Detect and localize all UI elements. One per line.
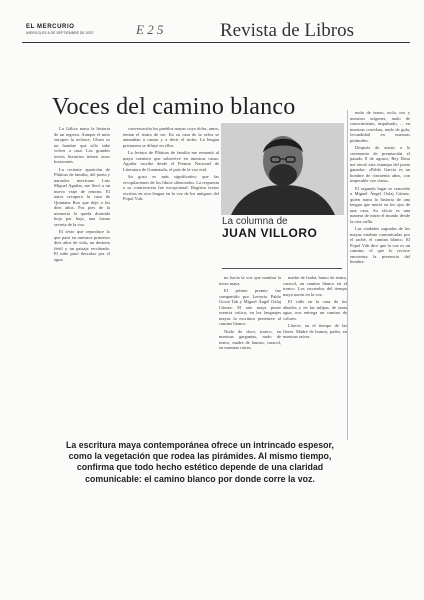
author-portrait-image [221, 123, 344, 215]
article-column-4 [283, 275, 347, 430]
paragraph: conversación los pueblos mayas cuyo dolor, amor, tenían el teatro de ser. En su casa de la selva se animaban a cantar y a decir el techo. La lengua prisionera se diluye en ellos. [123, 126, 219, 148]
newspaper-name: EL MERCURIO [26, 24, 75, 30]
paragraph: Las ciudades sagradas de los mayas estaban comunicadas por el sacbé, el camino blanco. El Popol Vuh dice que la voz es un camino; el que lo recorre encuentra la presencia del hombre. [350, 226, 410, 264]
paragraph: Su gozo es más significativo que las recopilaciones de los libros silenciados. La respuesta a su controversia fue excepcional. Registra textos escritos en otra lengua en la voz de los antiguos del Popol Vuh. [123, 174, 219, 201]
paragraph: El valle en la casa de los abuelos y en las milpas, de tanta agua, nos entrega un camino de colores. [283, 299, 347, 321]
section-title: Revista de Libros [220, 20, 355, 41]
paragraph: La Gálica narra la historia de un regreso. Aunque el mito europeo la rechace, Ulises es un hombre que sólo sabe volver a casa. Los grandes textos literarios tienen otros horizontes. [54, 126, 110, 164]
article-headline: Voces del camino blanco [52, 94, 296, 120]
byline-rule [222, 268, 342, 269]
pull-quote: La escritura maya contemporánea ofrece un intrincado espesor, como la vegetación que rodea las pirámides. Al mismo tiempo, confirma que todo hecho estético depende de una claridad comunicable: el camino blanco por donde corre la voz. [66, 440, 334, 484]
paragraph: El primer premio fue compartido por Leoncio Pablo Gocta Tah y Miguel Ángel Oxlaj Cúmez. El arte maya posee esencia crítica; en los lenguajes mayas la escritura pertenece al camino blanco. [219, 288, 281, 326]
masthead [20, 20, 410, 56]
issue-date: MIERCOLES 5 DE SEPTIEMBRE DE 2007 [26, 31, 94, 35]
paragraph: El texto que reproduce lo que pasó en nuestros primeros diez años de vida, un desierto fértil y un paisaje recobrado. El niño pasó descalzo por el agua. [54, 229, 110, 262]
article-column-1 [54, 126, 110, 431]
column-byline [222, 216, 342, 240]
paragraph: El segundo lugar se concedió a Miguel Ángel Oxlaj Cúmez, quien narra la historia de una lengua que murió en los ojos de una casa. Su oficio es una manera de mirar el mundo desde la otra orilla. [350, 185, 410, 224]
paragraph: Después de asistir a la ceremonia de premiación el pasado 8 de agosto, Rey Rosa me envió esta estampa del poeta ganador: «Pablo García es un hombre de cincuenta años, con impecable voz clara». [350, 145, 410, 183]
column-author: JUAN VILLORO [222, 226, 318, 240]
article-column-5 [350, 110, 410, 435]
paragraph: Llueve, en el tiempo de las flores. Madre de humos, padre, en nuestras raíces. [283, 323, 347, 339]
article-column-3 [219, 275, 281, 430]
handwritten-page-mark: E 2 5 [136, 22, 164, 37]
paragraph: madre de Ixabá, humo de teatro, caracol, un camino blanco en el tronco. Los recuerdos del tiempo maya nacen en la voz. [283, 275, 347, 297]
paragraph: nudo de teatro, tecla, oro y nuestros orígenes, nudo de conocimiento, impulsado, ... en nuestras cosechas, nudo de gula, fecundidad en nuestras pirámides. [350, 110, 410, 143]
paragraph: no hacía la voz que nombra la tierra maya. [219, 275, 281, 286]
column-kicker: La columna de [222, 216, 288, 227]
column-divider [347, 110, 348, 440]
paragraph: La lectura de Pláticas de familia me remontó al maya cuentero que sobrevive en nuestras casas. Aguilar escribe desde el Premio Nacional de Literatura de Guatemala, el país de la voz oral. [123, 150, 219, 172]
paragraph: La reciente aparición de Pláticas de familia, del poeta y narrador mexicano Luis Miguel Aguilar, me llevó a un nuevo viaje de retorno. El autor recupera la casa de Quintana Roo que dejó a los diez años. Por pies de la memoria la queda dormida hoja por hoja, una forma secreta de la voz. [54, 166, 110, 227]
article-column-2 [123, 126, 219, 431]
paragraph: Nudo de doce, tronco, en nuestras gargantas, nudo de teatro, madre de humos, caracol, en nuestras raíces. [219, 328, 281, 350]
author-photo [221, 123, 344, 215]
masthead-rule [22, 42, 410, 43]
